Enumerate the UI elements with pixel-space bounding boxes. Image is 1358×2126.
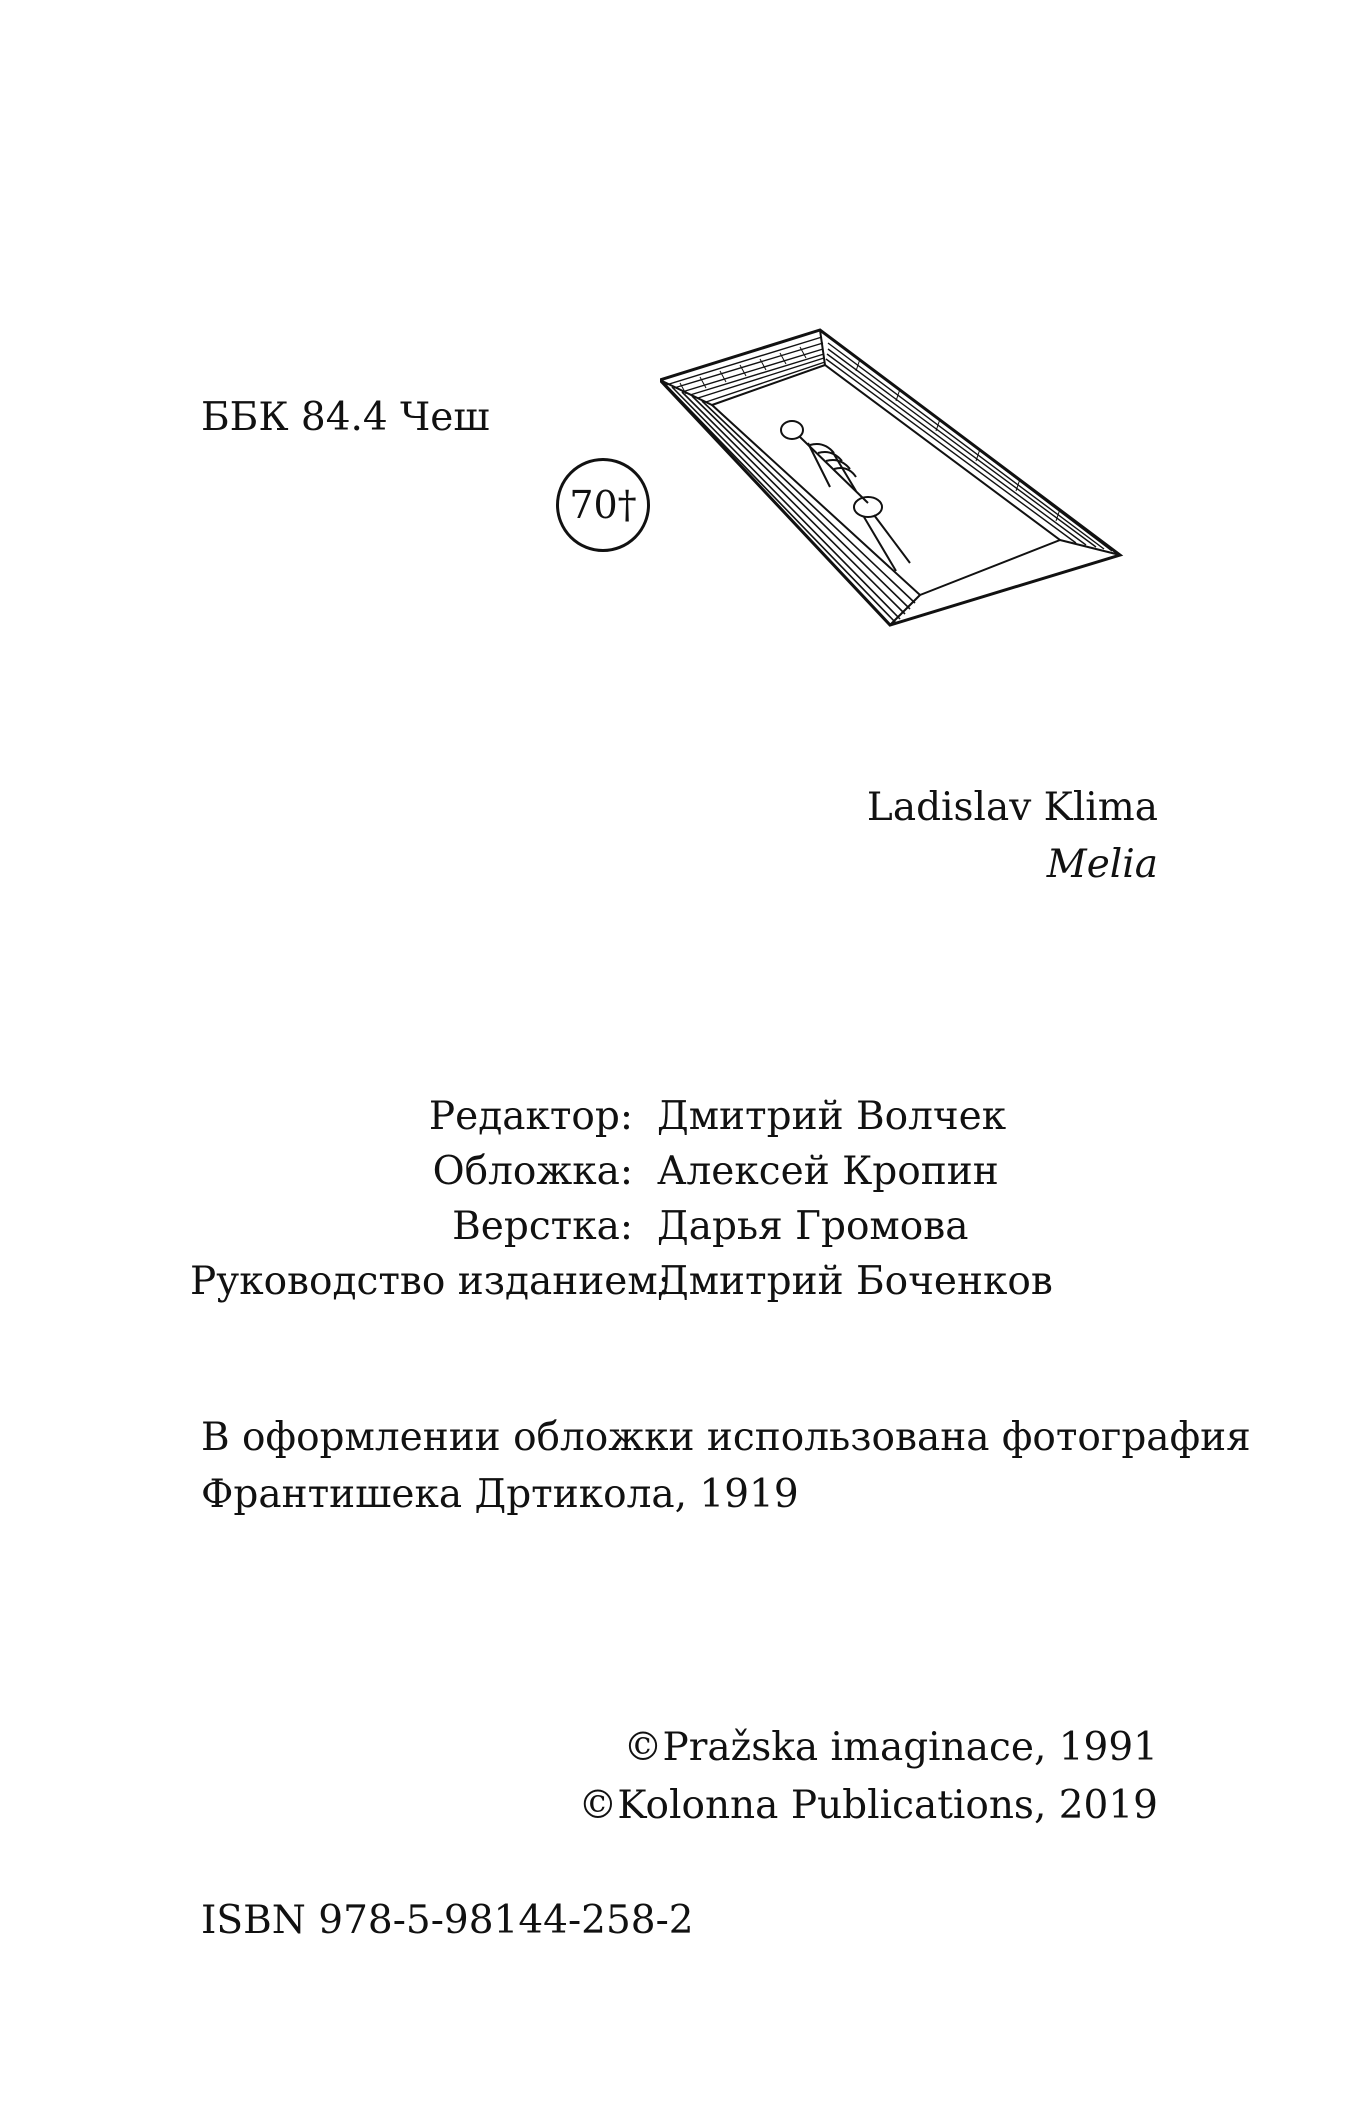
book-title: Melia [1046, 842, 1158, 887]
credit-role: Руководство изданием: [190, 1259, 671, 1304]
credit-person: Дмитрий Боченков [657, 1259, 1053, 1304]
credit-row [190, 1094, 1053, 1152]
credits-list [190, 1094, 1053, 1317]
credit-person: Алексей Кропин [657, 1149, 999, 1194]
credit-person: Дмитрий Волчек [657, 1094, 1007, 1139]
credit-row [190, 1204, 1053, 1262]
credit-row [190, 1259, 1053, 1317]
cover-photo-note [201, 1415, 1251, 1532]
copyright-line: ©Kolonna Publications, 2019 [578, 1783, 1158, 1828]
bbk-code: ББК 84.4 Чеш [201, 395, 490, 440]
credit-role: Обложка: [432, 1149, 633, 1194]
credit-person: Дарья Громова [657, 1204, 969, 1249]
cover-note-line: В оформлении обложки использована фотография [201, 1415, 1251, 1460]
cover-note-line: Франтишека Дртикола, 1919 [201, 1472, 799, 1517]
credit-row [190, 1149, 1053, 1207]
credit-role: Редактор: [428, 1094, 633, 1139]
isbn: ISBN 978-5-98144-258-2 [201, 1898, 694, 1943]
grave-with-skeleton-illustration [660, 325, 1130, 635]
copyright-line: ©Pražska imaginace, 1991 [623, 1725, 1158, 1770]
copyright-block [458, 1725, 1158, 1844]
age-rating-label: 70† [569, 483, 637, 527]
author-block [558, 785, 1158, 887]
author-name: Ladislav Klima [866, 785, 1158, 830]
credit-role: Верстка: [452, 1204, 633, 1249]
age-rating-badge [556, 458, 650, 552]
